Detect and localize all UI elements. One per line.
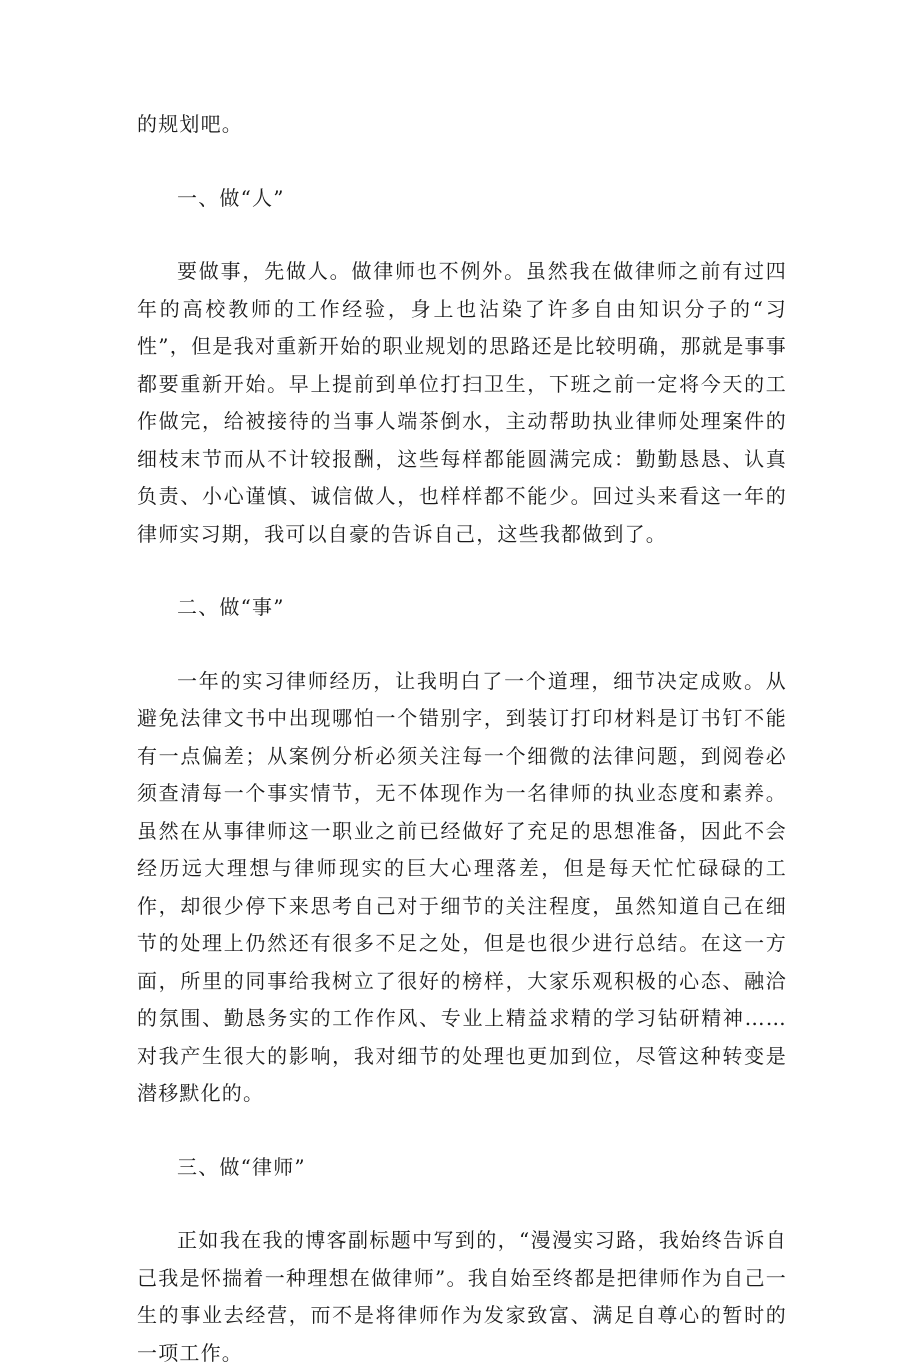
section-body-lawyer: 正如我在我的博客副标题中写到的，“漫漫实习路，我始终告诉自己我是怀揣着一种理想在做律师”。我自始至终都是把律师作为自己一生的事业去经营，而不是将律师作为发家致富、满足自尊心的暂时的一项工作。 <box>137 1228 787 1365</box>
section-heading-ren: 一、做“人” <box>177 185 285 210</box>
section-body-ren: 要做事，先做人。做律师也不例外。虽然我在做律师之前有过四年的高校教师的工作经验，身上也沾染了许多自由知识分子的“习性”，但是我对重新开始的职业规划的思路还是比较明确，那就是事事都要重新开始。早上提前到单位打扫卫生，下班之前一定将今天的工作做完，给被接待的当事人端茶倒水，主动帮助执业律师处理案件的细枝末节而从不计较报酬，这些每样都能圆满完成：勤勤恳恳、认真负责、小心谨慎、诚信做人，也样样都不能少。回过头来看这一年的律师实习期，我可以自豪的告诉自己，这些我都做到了。 <box>137 259 787 546</box>
section-heading-shi: 二、做“事” <box>177 595 285 619</box>
spacer <box>137 217 787 253</box>
section-heading-lawyer: 三、做“律师” <box>177 1154 306 1179</box>
spacer <box>137 1186 787 1222</box>
spacer <box>137 627 787 663</box>
spacer <box>137 553 787 589</box>
document-body <box>137 106 787 1372</box>
spacer <box>137 1113 787 1149</box>
intro-tail-paragraph: 的规划吧。 <box>137 112 243 136</box>
section-body-shi: 一年的实习律师经历，让我明白了一个道理，细节决定成败。从避免法律文书中出现哪怕一个错别字，到装订打印材料是订书钉不能有一点偏差；从案例分析必须关注每一个细微的法律问题，到阅卷必须查清每一个事实情节，无不体现作为一名律师的执业态度和素养。虽然在从事律师这一职业之前已经做好了充足的思想准备，因此不会经历远大理想与律师现实的巨大心理落差，但是每天忙忙碌碌的工作，却很少停下来思考自己对于细节的关注程度，虽然知道自己在细节的处理上仍然还有很多不足之处，但是也很少进行总结。在这一方面，所里的同事给我树立了很好的榜样，大家乐观积极的心态、融洽的氛围、勤恳务实的工作作风、专业上精益求精的学习钻研精神……对我产生很大的影响，我对细节的处理也更加到位，尽管这种转变是潜移默化的。 <box>137 668 787 1105</box>
spacer <box>137 144 787 180</box>
